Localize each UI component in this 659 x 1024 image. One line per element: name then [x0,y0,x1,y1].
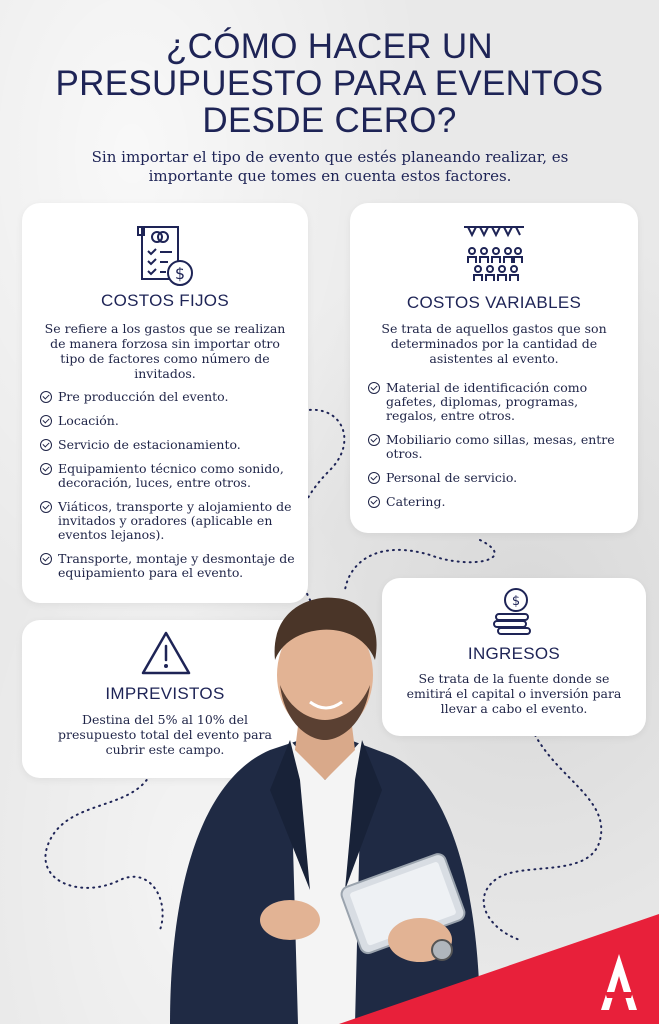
ingresos-title: INGRESOS [467,644,561,663]
coins-dollar-icon [490,586,538,638]
title-line-2: PRESUPUESTO PARA EVENTOS [55,64,604,103]
costos-fijos-title: COSTOS FIJOS [101,291,229,310]
check-circle-icon [368,382,380,394]
imprevistos-title: IMPREVISTOS [105,684,225,703]
list-item: Material de identificación como gafetes, diplomas, programas, regalos, entre otros. [368,381,632,423]
check-circle-icon [40,463,52,475]
costos-variables-list [368,381,632,519]
check-circle-icon [40,415,52,427]
brand-logo-corner [339,914,659,1024]
page-title [0,28,659,139]
check-circle-icon [368,496,380,508]
title-line-1: ¿CÓMO HACER UN [166,27,493,66]
check-circle-icon [368,434,380,446]
check-circle-icon [40,501,52,513]
costos-fijos-description: Se refiere a los gastos que se realizan de manera forzosa sin importar otro tipo de factores como número de invitados. [44,321,286,381]
list-item: Equipamiento técnico como sonido, decoración, luces, entre otros. [40,462,302,490]
costos-variables-title: COSTOS VARIABLES [406,293,582,312]
check-circle-icon [368,472,380,484]
list-item: Viáticos, transporte y alojamiento de invitados y oradores (aplicable en eventos lejanos). [40,500,302,542]
ingresos-description: Se trata de la fuente donde se emitirá el capital o inversión para llevar a cabo el evento. [406,671,622,716]
check-circle-icon [40,439,52,451]
costos-variables-card [350,203,638,533]
list-item: Locación. [40,414,302,428]
page-subtitle: Sin importar el tipo de evento que estés planeando realizar, es importante que tomes en cuenta estos factores. [91,148,569,185]
list-item: Personal de servicio. [368,471,632,485]
crowd-audience-icon [462,221,526,285]
svg-text:$: $ [174,264,186,283]
costos-fijos-card [22,203,308,603]
list-item: Pre producción del evento. [40,390,302,404]
list-item: Catering. [368,495,632,509]
check-circle-icon [40,391,52,403]
list-item: Transporte, montaje y desmontaje de equipamiento para el evento. [40,552,302,580]
svg-text:$: $ [511,594,521,609]
costos-variables-description: Se trata de aquellos gastos que son determinados por la cantidad de asistentes al evento. [381,321,607,366]
costos-fijos-list [40,390,302,590]
fixed-costs-document-icon [134,223,198,289]
title-line-3: DESDE CERO? [202,101,457,140]
check-circle-icon [40,553,52,565]
imprevistos-description: Destina del 5% al 10% del presupuesto total del evento para cubrir este campo. [58,712,272,757]
list-item: Mobiliario como sillas, mesas, entre otros. [368,433,632,461]
list-item: Servicio de estacionamiento. [40,438,302,452]
